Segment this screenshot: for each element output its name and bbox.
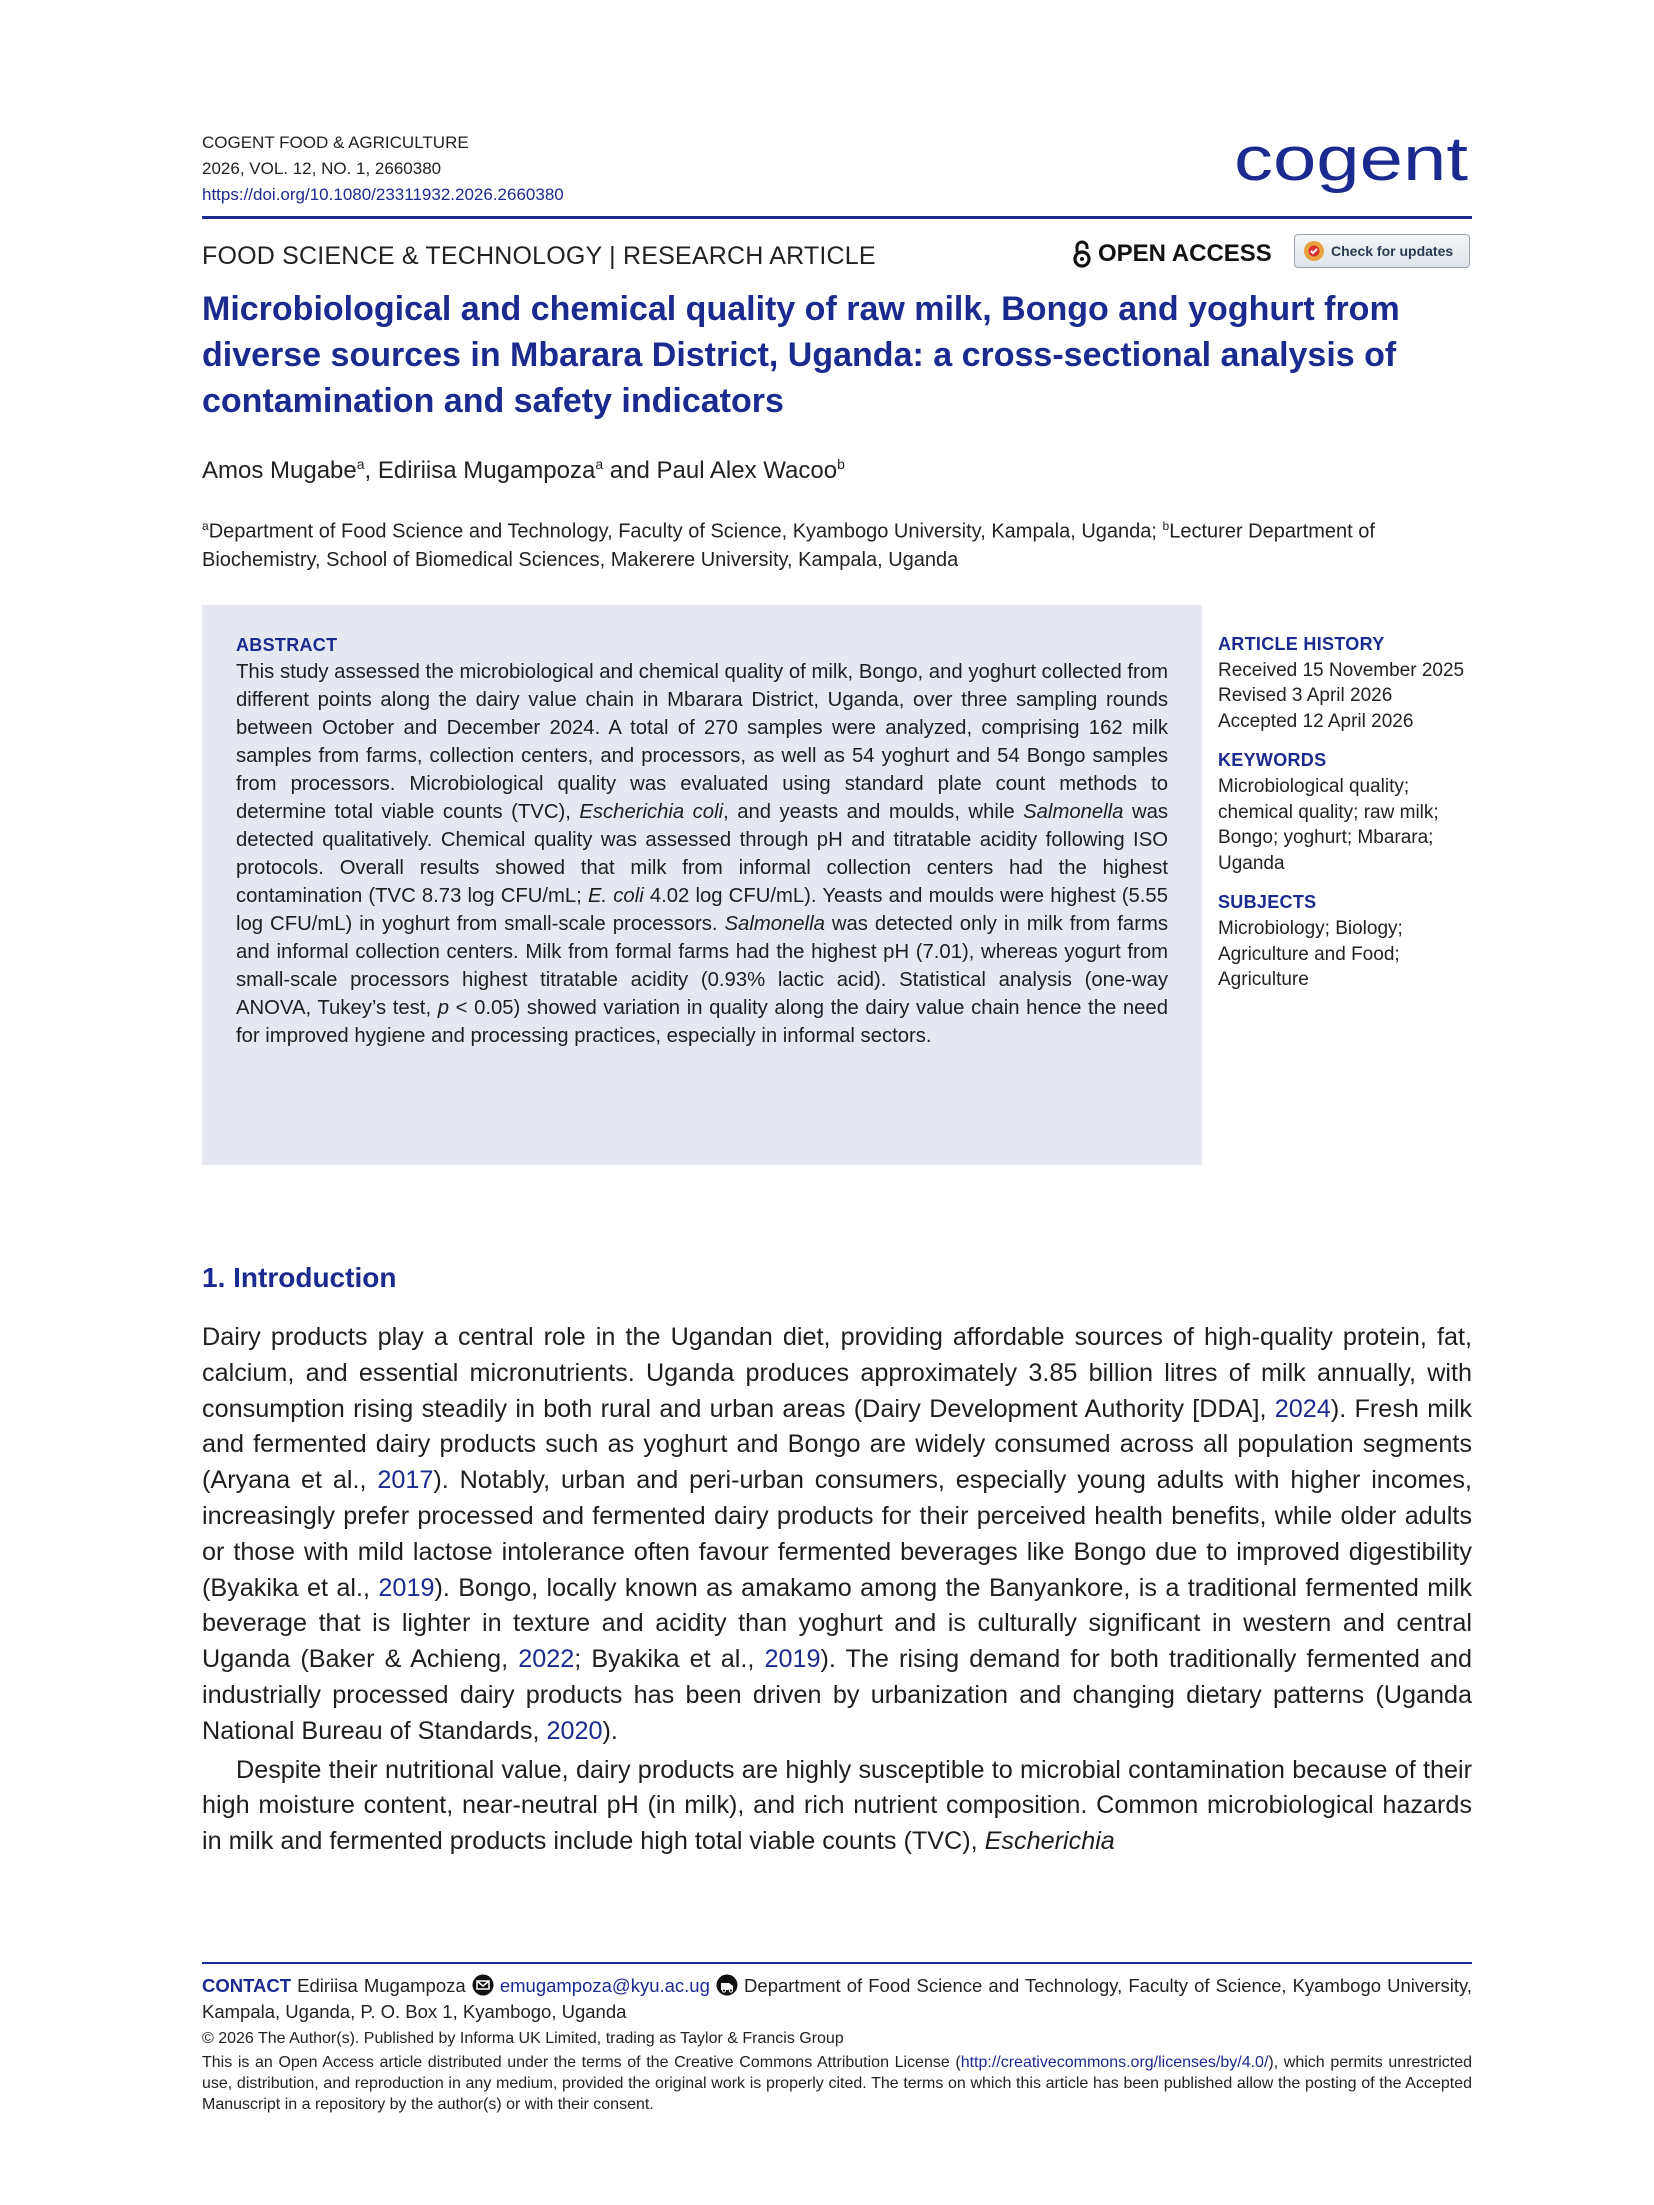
paragraph: Despite their nutritional value, dairy products are highly susceptible to microbial contamination because of their high moisture content, near-neutral pH (in milk), and rich nutrient composition. Common microbiological hazards in milk and fermented products include high total viable counts (TVC), Escherichia — [202, 1755, 1472, 1856]
author-name: Paul Alex Wacoo — [656, 457, 838, 484]
author-list: Amos Mugabe$^a$, Ediriisa Mugampoza$^a$ and Paul Alex Wacoo$^b$ — [202, 456, 845, 484]
check-for-updates-button[interactable] — [1294, 234, 1470, 268]
citation-link[interactable]: 2019 — [378, 1573, 435, 1602]
crossmark-icon — [1303, 240, 1325, 262]
article-history-heading: ARTICLE HISTORY — [1218, 634, 1385, 654]
author-affiliation-mark: b — [837, 456, 845, 472]
section-label: FOOD SCIENCE & TECHNOLOGY | RESEARCH ARTICLE — [202, 242, 876, 270]
contact-info — [202, 1973, 1472, 2025]
email-icon — [472, 1974, 494, 1996]
license-notice: This is an Open Access article distributed under the terms of the Creative Commons Attribution License (http://creativecommons.org/licenses/by/4.0/), which permits unrestricted use, distribution, and reproduction in any medium, provided the original work is properly cited. The terms on which this article has been published allow the posting of the Accepted Manuscript in a repository by the author(s) or with their consent. — [202, 2054, 1472, 2113]
open-lock-icon — [1072, 240, 1092, 268]
header-rule — [202, 216, 1472, 219]
paragraph: Dairy products play a central role in the Ugandan diet, providing affordable sources of high-quality protein, fat, calcium, and essential micronutrients. Uganda produces approximately 3.85 billion litres of milk annually, with consumption rising steadily in both rural and urban areas (Dairy Development Authority [DDA], 2024). Fresh milk and fermented dairy products such as yoghurt and Bongo are widely consumed across all population segments (Aryana et al., 2017). Notably, urban and peri-urban consumers, especially young adults with higher incomes, increasingly prefer processed and fermented dairy products for their perceived health benefits, while older adults or those with mild lactose intolerance often favour fermented beverages like Bongo due to improved digestibility (Byakika et al., 2019). Bongo, locally known as amakamo among the Banyankore, is a traditional fermented milk beverage that is lighter in texture and acidity than yoghurt and is culturally significant in western and central Uganda (Baker & Achieng, 2022; Byakika et al., 2019). The rising demand for both traditionally fermented and industrially processed dairy products has been driven by urbanization and changing dietary patterns (Uganda National Bureau of Standards, 2020). — [202, 1323, 1473, 1745]
introduction-heading: 1. Introduction — [202, 1262, 397, 1293]
footer-rule — [202, 1962, 1472, 1964]
abstract-text: This study assessed the microbiological and chemical quality of milk, Bongo, and yoghurt collected from different points along the dairy value chain in Mbarara District, Uganda, over three sampling rounds between October and December 2024. A total of 270 samples were analyzed, comprising 162 milk samples from farms, collection centers, and processors, as well as 54 yoghurt and 54 Bongo samples from processors. Microbiological quality was evaluated using standard plate count methods to determine total viable counts (TVC), Escherichia coli, and yeasts and moulds, while Salmonella was detected qualitatively. Chemical quality was assessed through pH and titratable acidity following ISO protocols. Overall results showed that milk from informal collection centers had the highest contamination (TVC 8.73 log CFU/mL; E. coli 4.02 log CFU/mL). Yeasts and moulds were highest (5.55 log CFU/mL) in yoghurt from small-scale processors. Salmonella was detected only in milk from farms and informal collection centers. Milk from formal farms had the highest pH (7.01), whereas yogurt from small-scale processors highest titratable acidity (0.93% lactic acid). Statistical analysis (one-way ANOVA, Tukey’s test, p < 0.05) showed variation in quality along the dairy value chain hence the need for improved hygiene and processing practices, especially in informal sectors. — [236, 661, 1169, 1047]
article-info-sidebar — [1218, 632, 1478, 993]
affiliation-mark: b — [1162, 519, 1170, 533]
copyright-notice: © 2026 The Author(s). Published by Informa UK Limited, trading as Taylor & Francis Group — [202, 2030, 844, 2047]
license-link[interactable]: http://creativecommons.org/licenses/by/4.0/ — [960, 2054, 1269, 2071]
author-affiliation-mark: a — [356, 456, 365, 472]
introduction-body — [202, 1320, 1472, 1860]
affiliation-mark: a — [202, 519, 209, 533]
logo-text: cogent — [1234, 125, 1468, 194]
citation-link[interactable]: 2020 — [546, 1716, 603, 1745]
open-access-badge[interactable] — [1072, 236, 1272, 272]
contact-name: Ediriisa Mugampoza — [297, 1975, 466, 1996]
keywords-list: Microbiological quality; chemical quality; raw milk; Bongo; yoghurt; Mbarara; Uganda — [1218, 775, 1439, 874]
abstract-heading: ABSTRACT — [236, 635, 338, 655]
author-name: Amos Mugabe — [202, 457, 357, 484]
article-title: Microbiological and chemical quality of raw milk, Bongo and yoghurt from diverse sources in Mbarara District, Uganda: a cross-sectional analysis of contamination and safety indicators — [202, 290, 1400, 420]
address-icon — [716, 1974, 738, 1996]
author-name: Ediriisa Mugampoza — [377, 457, 596, 484]
affiliations — [202, 512, 1472, 574]
cogent-logo — [1232, 118, 1472, 202]
journal-name: COGENT FOOD & AGRICULTURE — [202, 133, 469, 152]
affiliation-text: Lecturer Department of Biochemistry, School of Biomedical Sciences, Makerere University, Kampala, Uganda — [202, 520, 1375, 571]
subjects-list: Microbiology; Biology; Agriculture and Food; Agriculture — [1218, 917, 1403, 991]
citation-link[interactable]: 2017 — [377, 1466, 434, 1495]
open-access-label: OPEN ACCESS — [1098, 240, 1272, 267]
journal-meta — [202, 130, 564, 208]
volume-line: 2026, VOL. 12, NO. 1, 2660380 — [202, 159, 442, 178]
contact-address: Department of Food Science and Technology, Faculty of Science, Kyambogo University, Kampala, Uganda, P. O. Box 1, Kyambogo, Uganda — [202, 1975, 1473, 2022]
accepted-date: Accepted 12 April 2026 — [1218, 710, 1414, 732]
affiliation-text: Department of Food Science and Technology, Faculty of Science, Kyambogo University, Kampala, Uganda; — [208, 520, 1163, 543]
citation-link[interactable]: 2024 — [1274, 1394, 1331, 1423]
contact-label: CONTACT — [202, 1975, 292, 1996]
author-affiliation-mark: a — [595, 456, 604, 472]
revised-date: Revised 3 April 2026 — [1218, 685, 1393, 707]
check-updates-label: Check for updates — [1331, 243, 1454, 259]
subjects-heading: SUBJECTS — [1218, 892, 1317, 913]
abstract-box — [202, 605, 1202, 1165]
received-date: Received 15 November 2025 — [1218, 659, 1465, 681]
contact-email-link[interactable]: emugampoza@kyu.ac.ug — [499, 1975, 710, 1996]
citation-link[interactable]: 2019 — [764, 1645, 821, 1674]
citation-link[interactable]: 2022 — [518, 1645, 575, 1674]
keywords-heading: KEYWORDS — [1218, 750, 1327, 771]
doi-link[interactable]: https://doi.org/10.1080/23311932.2026.2660380 — [202, 185, 564, 204]
